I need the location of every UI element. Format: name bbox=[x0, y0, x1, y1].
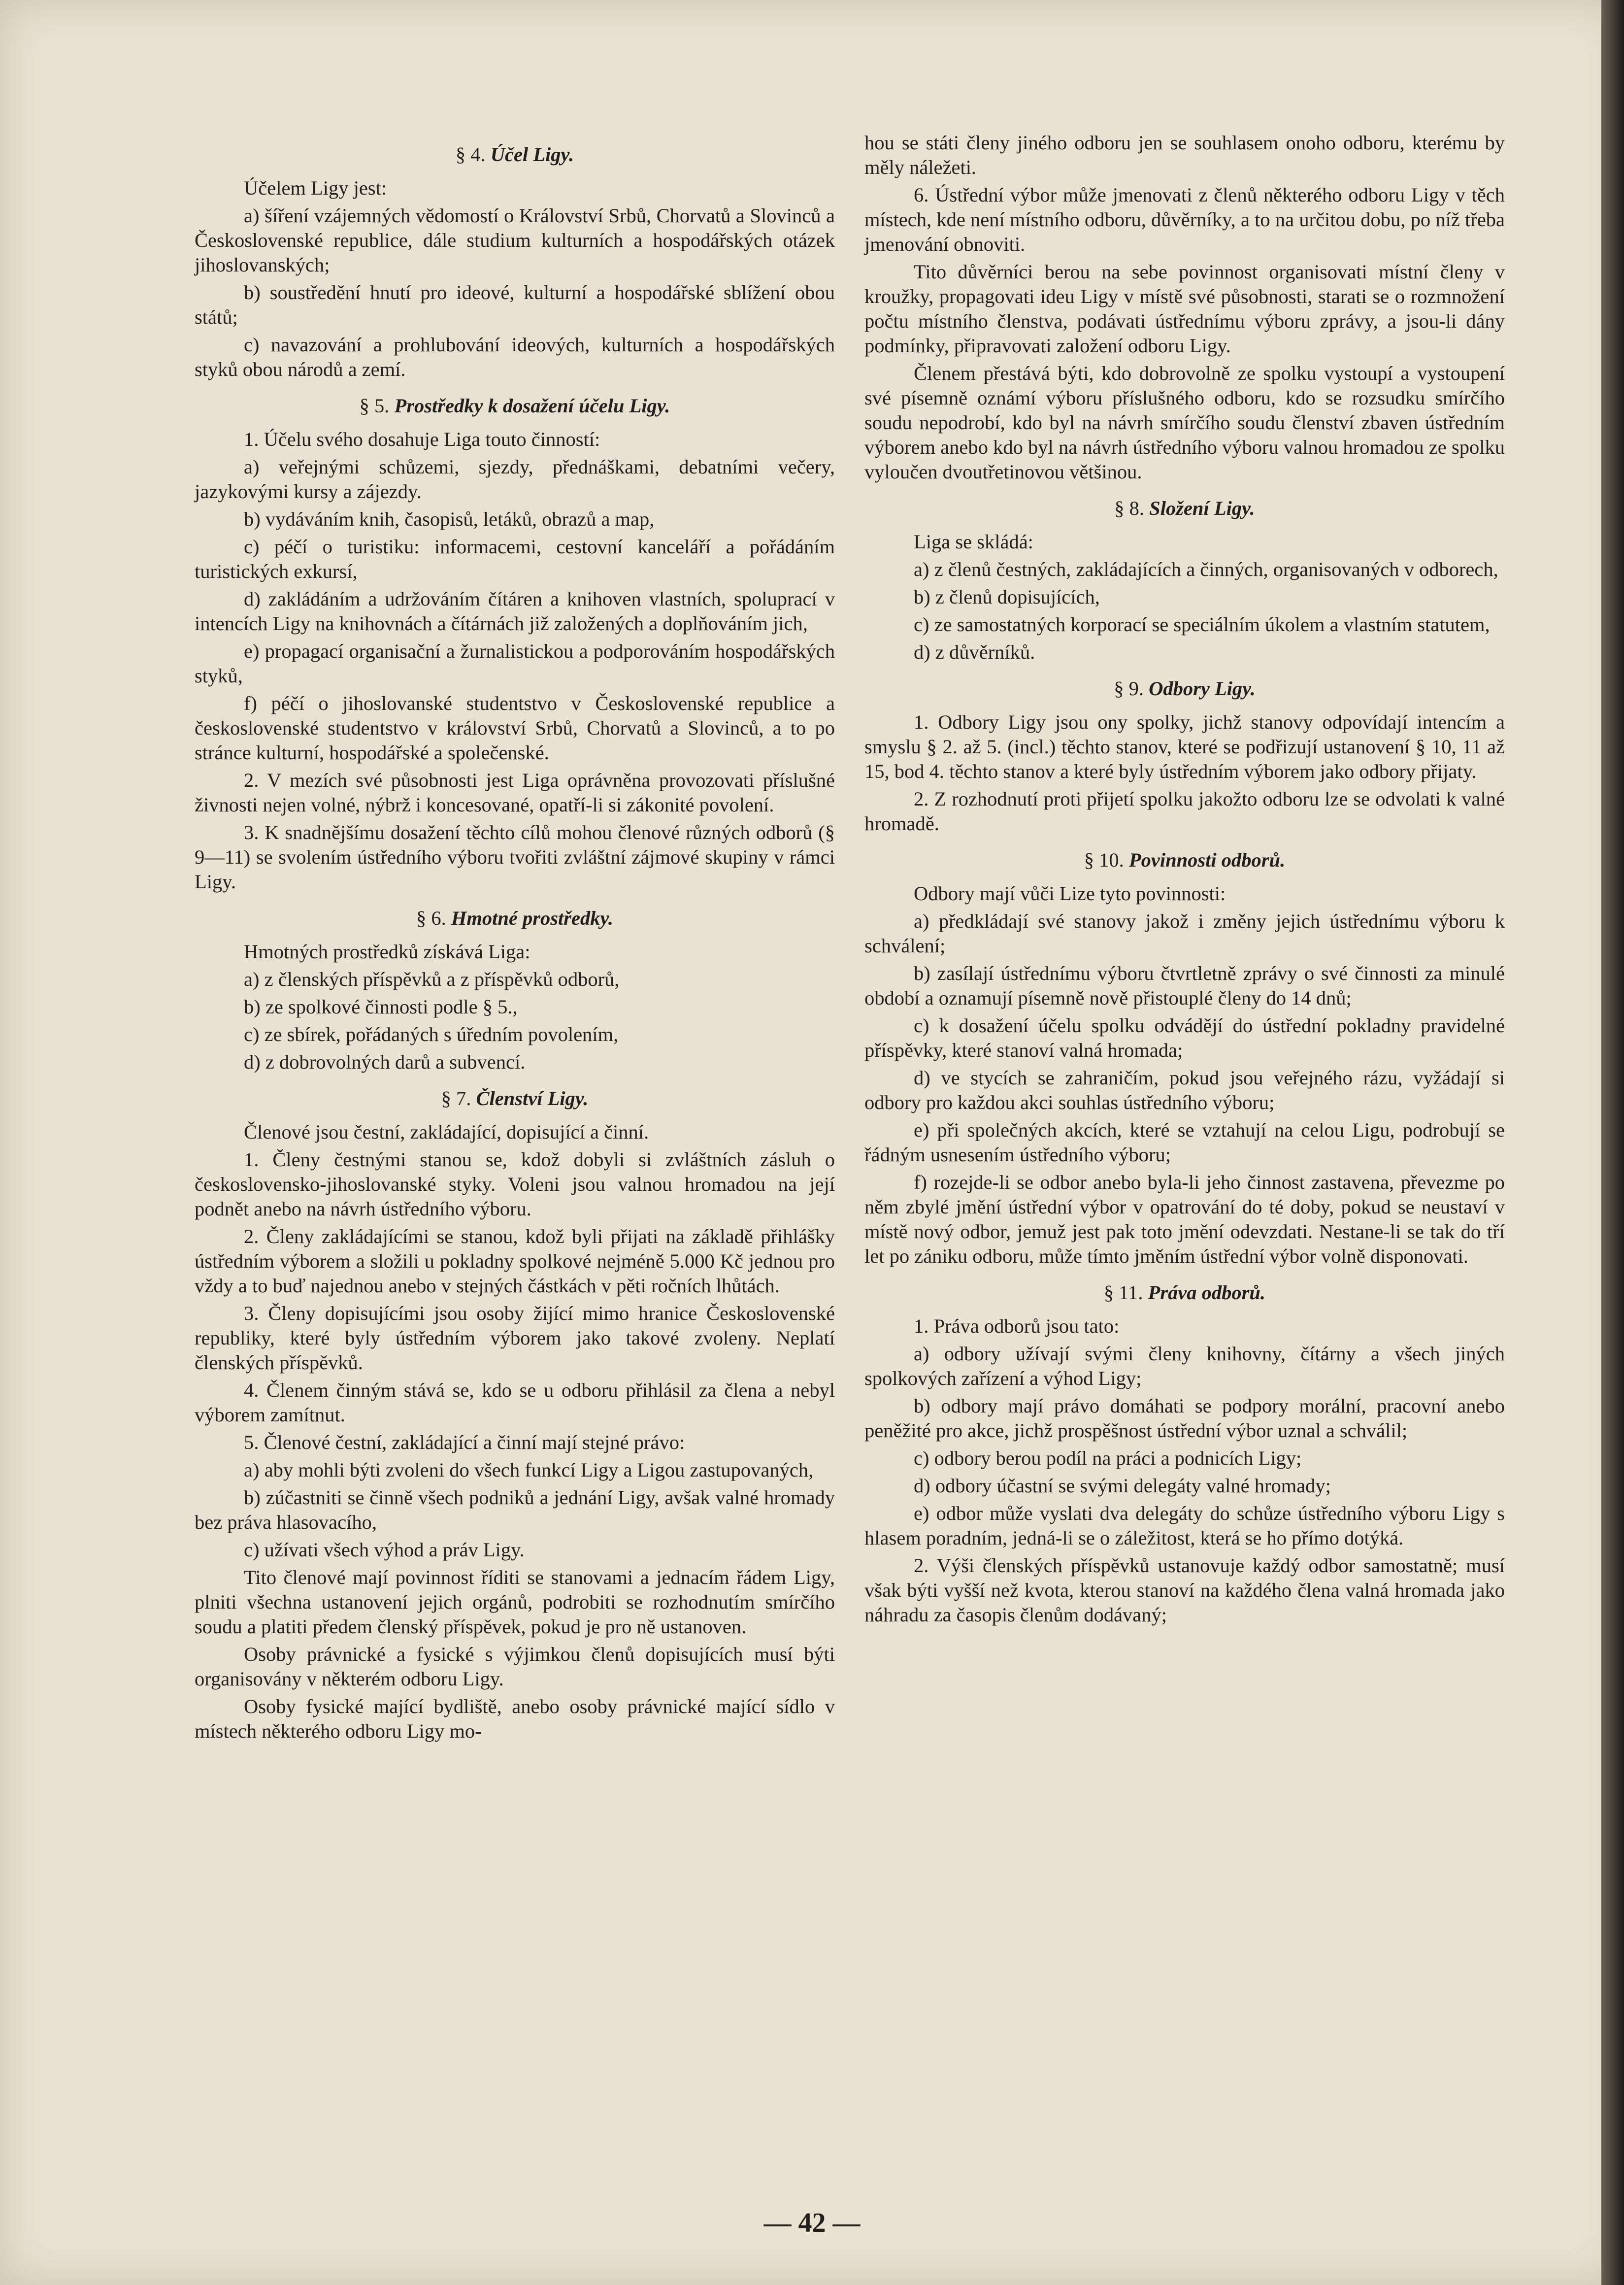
paragraph: c) k dosažení účelu spolku odvádějí do ústřední pokladny pravidelné příspěvky, které stanoví valná hromada; bbox=[864, 1014, 1505, 1061]
book-spine-shadow bbox=[1601, 0, 1624, 2285]
paragraph: d) odbory účastní se svými delegáty valné hromady; bbox=[914, 1475, 1331, 1497]
paragraph: a) odbory užívají svými členy knihovny, čítárny a všech jiných spolkových zařízení a výhod Ligy; bbox=[864, 1343, 1505, 1389]
section-title: Práva odborů. bbox=[1148, 1281, 1266, 1304]
paragraph: Osoby právnické a fysické s výjimkou členů dopisujících musí býti organisovány v některém odboru Ligy. bbox=[195, 1643, 835, 1690]
paragraph: c) péčí o turistiku: informacemi, cestovní kanceláří a pořádáním turistických exkursí, bbox=[195, 536, 835, 582]
section-number: § 4. bbox=[455, 143, 486, 166]
section-number: § 10. bbox=[1084, 849, 1124, 871]
paragraph: e) při společných akcích, které se vztahují na celou Ligu, podrobují se řádným usnesením ústředního výboru; bbox=[864, 1119, 1505, 1166]
paragraph: d) zakládáním a udržováním čítáren a knihoven vlastních, spoluprací v intencích Ligy na knihovnách a čítárnách již založených a doplňováním jich, bbox=[195, 588, 835, 635]
paragraph: Osoby fysické mající bydliště, anebo osoby právnické mající sídlo v místech některého odboru Ligy mo- bbox=[195, 1695, 835, 1742]
section-heading bbox=[195, 1086, 835, 1111]
section-number: § 9. bbox=[1114, 677, 1144, 700]
paragraph: 1. Členy čestnými stanou se, kdož dobyli si zvláštních zásluh o československo-jihoslovanské styky. Voleni jsou valnou hromadou na její podnět anebo na návrh ústředního výboru. bbox=[195, 1148, 835, 1220]
paragraph: d) ve stycích se zahraničím, pokud jsou veřejného rázu, vyžádají si odbory pro každou akci souhlas ústředního výboru; bbox=[864, 1067, 1505, 1113]
paragraph: c) navazování a prohlubování ideových, kulturních a hospodářských styků obou národů a zemí. bbox=[195, 334, 835, 380]
paragraph: a) veřejnými schůzemi, sjezdy, přednáškami, debatními večery, jazykovými kursy a zájezdy. bbox=[195, 456, 835, 503]
paragraph: e) odbor může vyslati dva delegáty do schůze ústředního výboru Ligy s hlasem poradním, jedná-li se o záležitost, která se ho přímo dotýká. bbox=[864, 1502, 1505, 1549]
paragraph: 3. K snadnějšímu dosažení těchto cílů mohou členové různých odborů (§ 9—11) se svolením ústředního výboru tvořiti zvláštní zájmové skupiny v rámci Ligy. bbox=[195, 821, 835, 893]
paragraph: b) vydáváním knih, časopisů, letáků, obrazů a map, bbox=[244, 508, 655, 530]
section-number: § 11. bbox=[1103, 1281, 1143, 1304]
paragraph: f) rozejde-li se odbor anebo byla-li jeho činnost zastavena, převezme po něm zbylé jmění ústřední výbor v opatrování do té doby, pokud se neustaví v místě nový odbor, jemuž jest pak toto jmění odevzdati. Nestane-li se tak do tří let po zániku odboru, může tímto jměním ústřední výbor volně disponovati. bbox=[864, 1171, 1505, 1267]
paragraph: b) odbory mají právo domáhati se podpory morální, pracovní anebo peněžité pro akce, jichž prospěšnost ústřední výbor uznal a schválil; bbox=[864, 1395, 1505, 1442]
section-title: Odbory Ligy. bbox=[1149, 677, 1256, 700]
section-heading bbox=[864, 1280, 1505, 1305]
paragraph: 2. V mezích své působnosti jest Liga oprávněna provozovati příslušné živnosti nejen volné, nýbrž i koncesované, opatří-li si zákonité povolení. bbox=[195, 769, 835, 816]
page-number: — 42 — bbox=[763, 2208, 861, 2238]
paragraph: Členem přestává býti, kdo dobrovolně ze spolku vystoupí a vystoupení své písemně oznámí výboru příslušného odboru, kdo se rozsudku smírčího soudu nepodrobí, kdo byl na návrh smírčího soudu členství zbaven ústředním výborem anebo kdo byl na návrh ústředního výboru valnou hromadou ze spolku vyloučen dvoutřetinovou většinou. bbox=[864, 362, 1505, 483]
section-title: Členství Ligy. bbox=[476, 1087, 589, 1109]
paragraph: a) aby mohli býti zvoleni do všech funkcí Ligy a Ligou zastupovaných, bbox=[244, 1459, 814, 1481]
paragraph: Hmotných prostředků získává Liga: bbox=[244, 941, 530, 963]
paragraph: Účelem Ligy jest: bbox=[244, 177, 387, 199]
section-title: Hmotné prostředky. bbox=[451, 907, 614, 929]
paragraph: d) z dobrovolných darů a subvencí. bbox=[244, 1051, 526, 1073]
paragraph: 4. Členem činným stává se, kdo se u odboru přihlásil za člena a nebyl výborem zamítnut. bbox=[195, 1379, 835, 1426]
paragraph: b) z členů dopisujících, bbox=[914, 586, 1100, 608]
section-number: § 6. bbox=[416, 907, 446, 929]
paragraph: 2. Členy zakládajícími se stanou, kdož byli přijati na základě přihlášky ústředním výborem a složili u pokladny spolkové nejméně 5.000 Kč jednou pro vždy a to buď najednou anebo v stejných částkách v pěti ročních lhůtách. bbox=[195, 1225, 835, 1297]
paragraph: 2. Z rozhodnutí proti přijetí spolku jakožto odboru lze se odvolati k valné hromadě. bbox=[864, 788, 1505, 835]
paragraph: b) zúčastniti se činně všech podniků a jednání Ligy, avšak valné hromady bez práva hlasovacího, bbox=[195, 1486, 835, 1533]
section-title: Prostředky k dosažení účelu Ligy. bbox=[394, 395, 670, 417]
paragraph: Tito členové mají povinnost říditi se stanovami a jednacím řádem Ligy, plniti všechna ustanovení jejich orgánů, podrobiti se rozhodnutím smírčího soudu a platiti předem členský příspěvek, pokud je pro ně ustanoven. bbox=[195, 1566, 835, 1638]
paragraph: Členové jsou čestní, zakládající, dopisující a činní. bbox=[244, 1121, 649, 1143]
paragraph: Odbory mají vůči Lize tyto povinnosti: bbox=[914, 882, 1226, 905]
paragraph: a) šíření vzájemných vědomostí o Království Srbů, Chorvatů a Slovinců a Československé republice, dále studium kulturních a hospodářských otázek jihoslovanských; bbox=[195, 204, 835, 276]
paragraph: b) soustředění hnutí pro ideové, kulturní a hospodářské sblížení obou států; bbox=[195, 281, 835, 328]
section-title: Složení Ligy. bbox=[1149, 497, 1255, 519]
paragraph: 1. Práva odborů jsou tato: bbox=[914, 1315, 1120, 1337]
paragraph: c) ze samostatných korporací se speciálním úkolem a vlastním statutem, bbox=[914, 613, 1490, 636]
left-column bbox=[195, 131, 835, 1747]
right-column bbox=[864, 131, 1505, 1630]
paragraph: e) propagací organisační a žurnalistickou a podporováním hospodářských styků, bbox=[195, 640, 835, 687]
section-title: Účel Ligy. bbox=[490, 143, 574, 166]
paragraph: d) z důvěrníků. bbox=[914, 641, 1035, 663]
paragraph: hou se státi členy jiného odboru jen se souhlasem onoho odboru, kterému by měly náležeti. bbox=[864, 132, 1505, 178]
section-heading bbox=[864, 676, 1505, 701]
section-number: § 5. bbox=[359, 395, 390, 417]
paragraph: 6. Ústřední výbor může jmenovati z členů některého odboru Ligy v těch místech, kde není místního odboru, důvěrníky, a to na určitou dobu, po níž třeba jmenování obnoviti. bbox=[864, 184, 1505, 255]
paragraph: a) předkládají své stanovy jakož i změny jejich ústřednímu výboru k schválení; bbox=[864, 910, 1505, 957]
section-heading bbox=[195, 142, 835, 167]
paragraph: a) z členských příspěvků a z příspěvků odborů, bbox=[244, 968, 620, 990]
paragraph: c) užívati všech výhod a práv Ligy. bbox=[244, 1539, 525, 1561]
paragraph: b) ze spolkové činnosti podle § 5., bbox=[244, 996, 518, 1018]
section-heading bbox=[864, 496, 1505, 521]
paragraph: b) zasílají ústřednímu výboru čtvrtletně zprávy o své činnosti za minulé období a oznamují písemně nově přistouplé členy do 14 dnů; bbox=[864, 962, 1505, 1009]
paragraph: Tito důvěrníci berou na sebe povinnost organisovati místní členy v kroužky, propagovati ideu Ligy v místě své působnosti, starati se o rozmnožení počtu místního členstva, podávati ústřednímu výboru zprávy, a jsou-li dány podmínky, připravovati založení odboru Ligy. bbox=[864, 261, 1505, 357]
section-number: § 7. bbox=[441, 1087, 471, 1109]
paragraph: f) péčí o jihoslovanské studentstvo v Československé republice a československé studentstvo v království Srbů, Chorvatů a Slovinců, a to po stránce kulturní, hospodářské a společenské. bbox=[195, 692, 835, 764]
paragraph: c) odbory berou podíl na práci a podnicích Ligy; bbox=[914, 1447, 1302, 1469]
paragraph: c) ze sbírek, pořádaných s úředním povolením, bbox=[244, 1023, 619, 1045]
section-number: § 8. bbox=[1114, 497, 1145, 519]
paragraph: 2. Výši členských příspěvků ustanovuje každý odbor samostatně; musí však býti vyšší než kvota, kterou stanoví na každého člena valná hromada jako náhradu za časopis členům dodávaný; bbox=[864, 1554, 1505, 1626]
section-title: Povinnosti odborů. bbox=[1128, 849, 1286, 871]
paragraph: 3. Členy dopisujícími jsou osoby žijící mimo hranice Československé republiky, které byly ústředním výborem jako takové zvoleny. Neplatí členských příspěvků. bbox=[195, 1302, 835, 1374]
section-heading bbox=[195, 906, 835, 931]
paragraph: 5. Členové čestní, zakládající a činní mají stejné právo: bbox=[244, 1431, 685, 1453]
section-heading bbox=[864, 848, 1505, 873]
paragraph: a) z členů čestných, zakládajících a činných, organisovaných v odborech, bbox=[914, 558, 1498, 580]
paragraph: 1. Účelu svého dosahuje Liga touto činností: bbox=[244, 428, 600, 450]
section-heading bbox=[195, 394, 835, 418]
paragraph: Liga se skládá: bbox=[914, 531, 1033, 553]
paragraph: 1. Odbory Ligy jsou ony spolky, jichž stanovy odpovídají intencím a smyslu § 2. až 5. (incl.) těchto stanov, které se podřizují ustanovení § 10, 11 až 15, bod 4. těchto stanov a které byly ústředním výborem jako odbory přijaty. bbox=[864, 711, 1505, 782]
